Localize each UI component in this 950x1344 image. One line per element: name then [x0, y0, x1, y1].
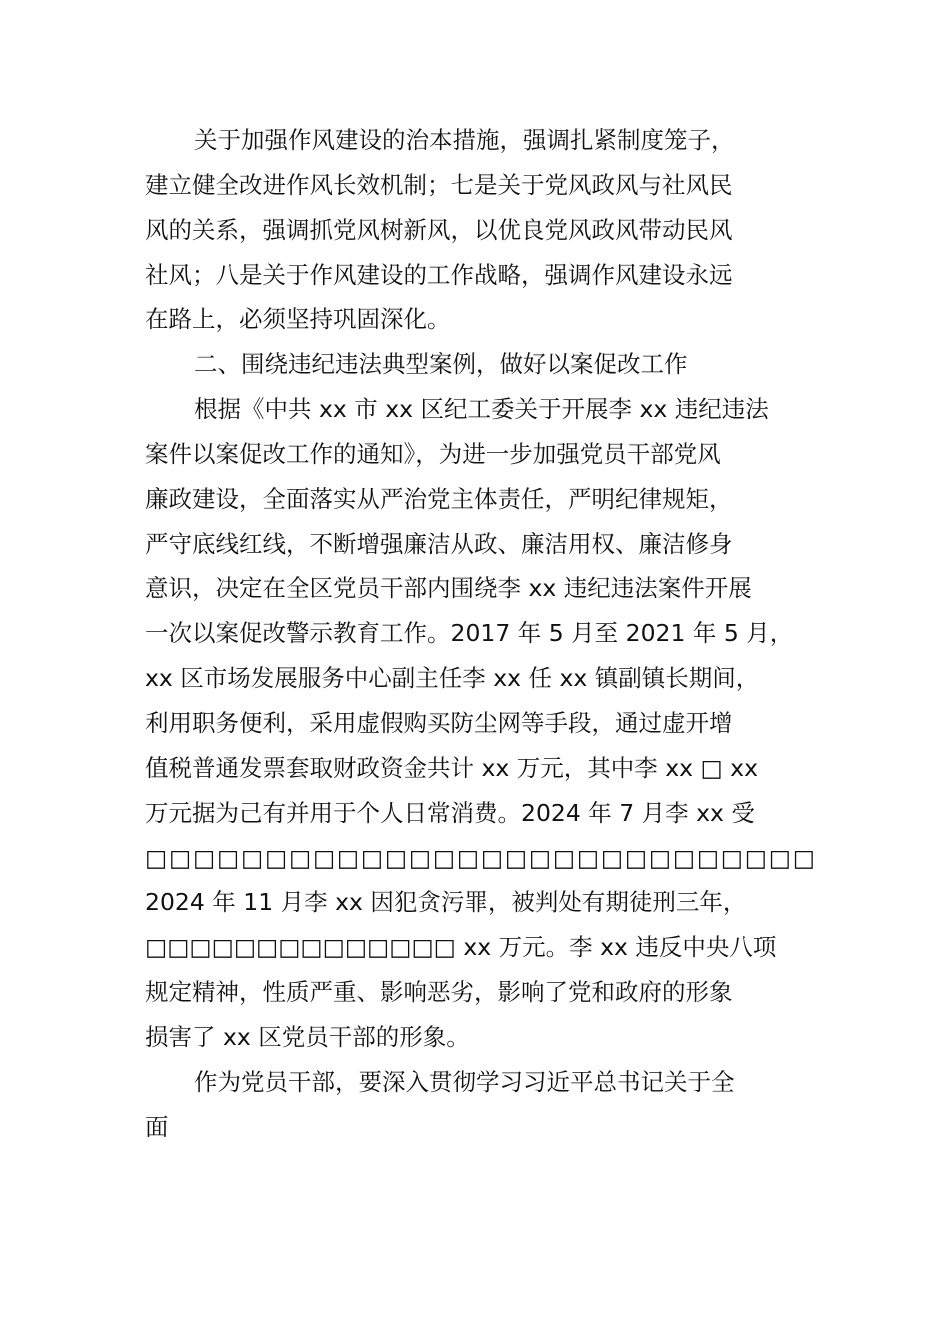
paragraph-line: xx 区市场发展服务中心副主任李 xx 任 xx 镇副镇长期间， [145, 664, 760, 693]
paragraph-line: 损害了 xx 区党员干部的形象。 [145, 1022, 470, 1051]
paragraph-line: 关于加强作风建设的治本措施，强调扎紧制度笼子， [194, 126, 735, 154]
paragraph-line: 严守底线红线，不断增强廉洁从政、廉洁用权、廉洁修身 [145, 529, 733, 558]
paragraph-line: 2024 年 11 月李 xx 因犯贪污罪，被判处有期徒刑三年， [145, 888, 747, 917]
paragraph-line: 在路上，必须坚持巩固深化。 [145, 305, 451, 334]
paragraph-line: 根据《中共 xx 市 xx 区纪工委关于开展李 xx 违纪违法 [194, 395, 769, 424]
paragraph-line: 作为党员干部，要深入贯彻学习习近平总书记关于全 [194, 1067, 735, 1096]
paragraph-line: □□□□□□□□□□□□□□ xx 万元。李 xx 违反中央八项 [145, 933, 777, 962]
paragraph-line: 一次以案促改警示教育工作。2017 年 5 月至 2021 年 5 月， [145, 619, 794, 648]
paragraph-line: 社风；八是关于作风建设的工作战略，强调作风建设永远 [145, 260, 733, 289]
paragraph-line: 案件以案促改工作的通知》，为进一步加强党员干部党风 [145, 439, 721, 468]
paragraph-line: 面 [145, 1112, 169, 1141]
paragraph-line: 值税普通发票套取财政资金共计 xx 万元，其中李 xx □ xx [145, 753, 758, 782]
paragraph-line: 建立健全改进作风长效机制；七是关于党风政风与社风民 [145, 170, 733, 199]
paragraph-line: 规定精神，性质严重、影响恶劣，影响了党和政府的形象 [145, 978, 733, 1007]
paragraph-line: 意识，决定在全区党员干部内围绕李 xx 违纪违法案件开展 [145, 574, 752, 603]
paragraph-line: 利用职务便利，采用虚假购买防尘网等手段，通过虚开增 [145, 708, 733, 737]
body-text [145, 118, 815, 1149]
paragraph-line: 万元据为己有并用于个人日常消费。2024 年 7 月李 xx 受 [145, 798, 755, 827]
paragraph-line: 风的关系，强调抓党风树新风，以优良党风政风带动民风 [145, 215, 733, 244]
section-heading: 二、围绕违纪违法典型案例，做好以案促改工作 [194, 350, 688, 379]
paragraph-line: 廉政建设，全面落实从严治党主体责任，严明纪律规矩， [145, 484, 733, 513]
paragraph-line: □□□□□□□□□□□□□□□□□□□□□□□□□□□□ [145, 843, 815, 872]
